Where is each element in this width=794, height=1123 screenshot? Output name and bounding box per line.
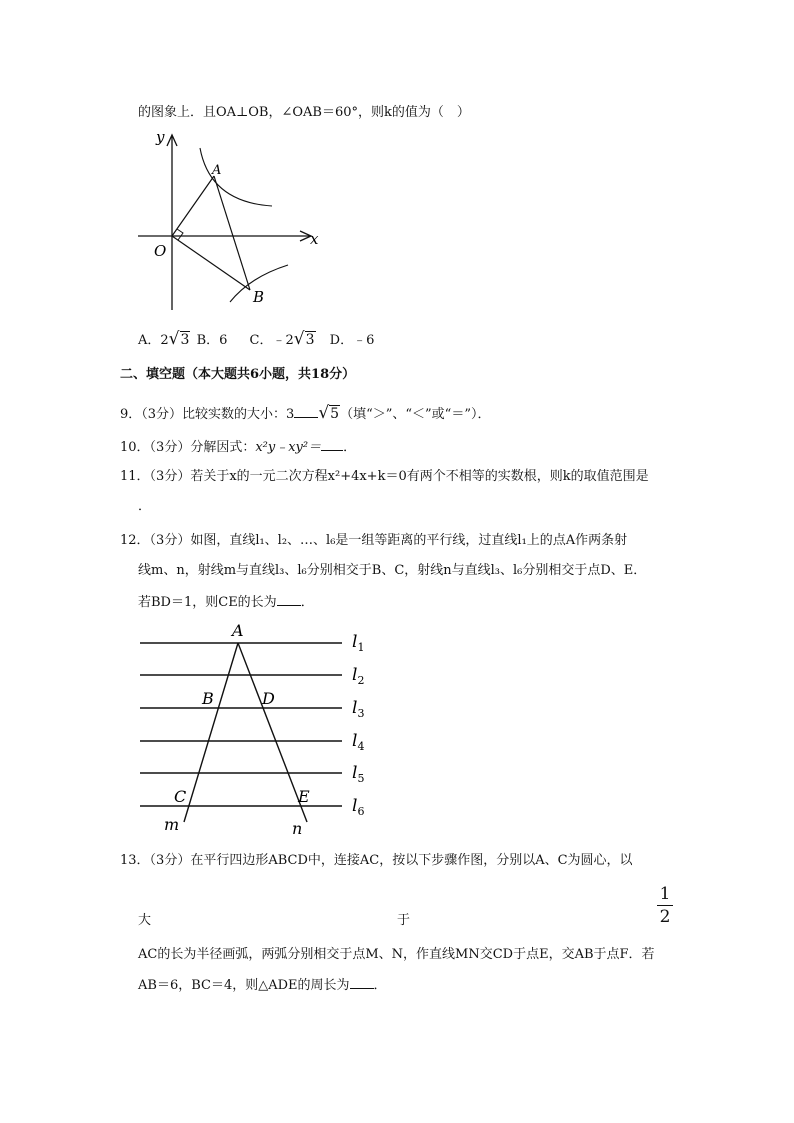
q11-end: ． (138, 499, 152, 514)
q9-sqrt: √5 (318, 403, 340, 423)
q13-frac-bar (657, 905, 673, 906)
line-label-l5: $l_5$ (352, 763, 365, 785)
q13-line4-text: AB＝6，BC＝4，则△ADE的周长为 (138, 978, 350, 993)
line-label-l6: $l_6$ (352, 796, 365, 818)
line-label-l3: $l_3$ (352, 698, 365, 720)
q13-da: 大 (138, 913, 152, 928)
line-label-l2: $l_2$ (352, 665, 365, 687)
q12-line3-text: 若BD＝1，则CE的长为 (138, 595, 277, 610)
q13-line1: 13．（3分）在平行四边形ABCD中，连接AC，按以下步骤作图，分别以A、C为圆心，以 (120, 853, 633, 868)
q8-label-y: y (156, 128, 165, 146)
q13-yu: 于 (397, 913, 411, 928)
q10-expr: x²y﹣xy²＝ (255, 440, 322, 455)
q13-line4 (138, 976, 387, 995)
q8-option-a-sqrt: √3 (168, 329, 190, 349)
q10-blank (321, 438, 343, 451)
line-label-l4: $l_4$ (352, 731, 365, 753)
q8-option-b: B．6 (196, 333, 228, 348)
q8-option-d: D．﹣6 (329, 333, 375, 348)
q12-figure (132, 620, 382, 840)
q9-blank (294, 405, 318, 418)
q8-stem-tail: 的图象上．且OA⊥OB，∠OAB＝60°，则k的值为（ ） (138, 105, 470, 120)
q13-end: ． (373, 978, 387, 993)
line-label-l1: $l_1$ (352, 632, 365, 654)
q9-prefix: 9．（3分）比较实数的大小：3 (120, 407, 295, 422)
q8-label-x: x (310, 230, 319, 248)
q10 (120, 438, 356, 457)
q12-line3 (138, 593, 314, 612)
q13-fraction (655, 884, 675, 927)
q8-label-o: O (154, 242, 167, 260)
q10-end: ． (343, 440, 357, 455)
q13-frac-num: 1 (659, 884, 671, 904)
q12-label-d: D (262, 689, 275, 708)
q11-text: 11．（3分）若关于x的一元二次方程x²+4x+k＝0有两个不相等的实数根，则k的取值范围是 (120, 469, 649, 484)
q12-label-a: A (232, 621, 244, 640)
q12-label-e: E (298, 787, 310, 806)
q8-option-c: C．﹣2 (249, 333, 294, 348)
q8-option-a: A．2 (138, 333, 169, 348)
q9 (120, 404, 490, 424)
q12-label-n: n (292, 819, 303, 838)
section-2-title: 二、填空题（本大题共6小题，共18分） (120, 367, 356, 382)
q8-options (138, 330, 374, 350)
q8-option-c-sqrt: √3 (293, 329, 315, 349)
q8-figure (130, 122, 330, 312)
q12-line1: 12．（3分）如图，直线l₁、l₂、…、l₆是一组等距离的平行线，过直线l₁上的点A作两条射 (120, 533, 628, 548)
q12-label-m: m (164, 815, 180, 834)
q10-prefix: 10．（3分）分解因式： (120, 440, 256, 455)
q12-line-labels (352, 632, 364, 818)
q12-line2: 线m、n，射线m与直线l₃、l₆分别相交于B、C，射线n与直线l₃、l₆分别相交于点D、E． (138, 563, 647, 578)
q13-line3: AC的长为半径画弧，两弧分别相交于点M、N，作直线MN交CD于点E，交AB于点F．若 (138, 947, 655, 962)
q12-label-b: B (202, 689, 214, 708)
q12-label-c: C (174, 787, 187, 806)
q9-suffix: （填“＞”、“＜”或“＝”）． (340, 407, 491, 422)
q8-label-b: B (253, 288, 265, 306)
q13-frac-den: 2 (659, 907, 671, 927)
q12-blank (277, 593, 301, 606)
q8-label-a: A (212, 163, 222, 178)
q12-end: ． (300, 595, 314, 610)
q13-blank (350, 976, 374, 989)
